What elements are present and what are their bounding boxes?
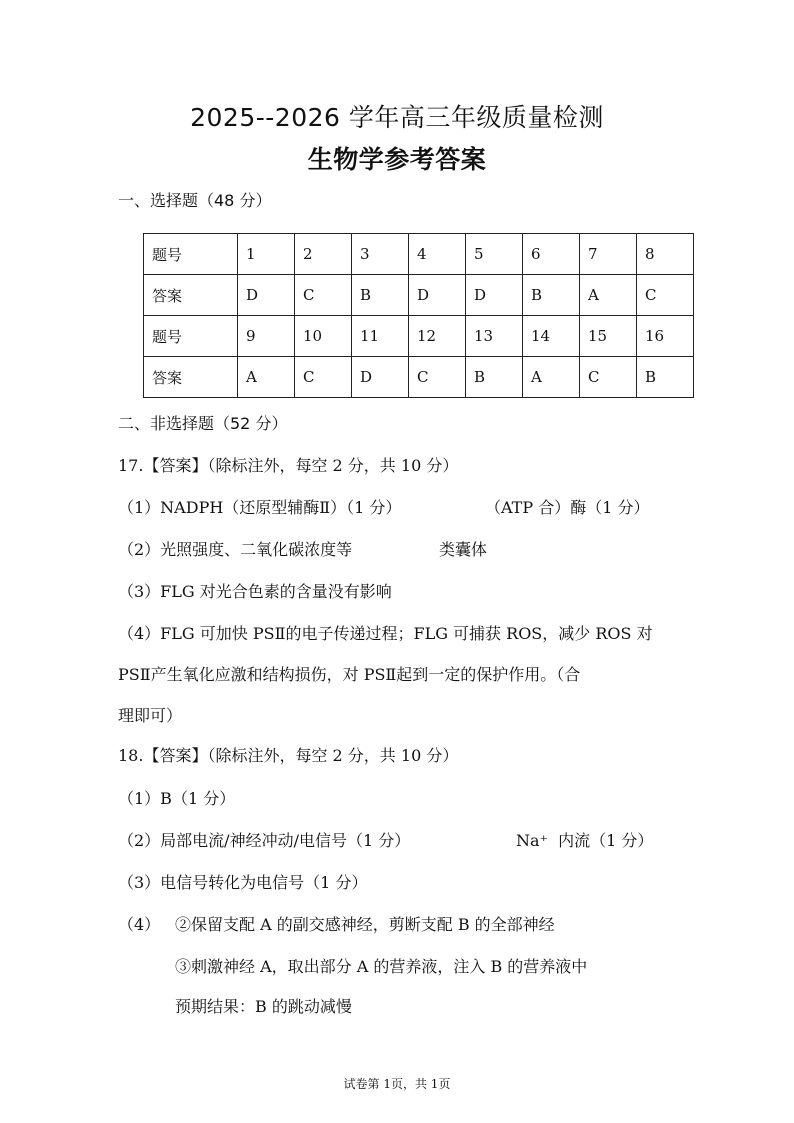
answer-table-row (144, 234, 694, 275)
answer-table-row-label: 答案 (144, 357, 238, 398)
answer-table-cell: 5 (466, 234, 523, 275)
answer-table-cell: C (637, 275, 694, 316)
answer-table-cell: D (238, 275, 295, 316)
answer-key-title: 生物学参考答案 (307, 145, 487, 174)
answer-table (143, 233, 694, 398)
answer-table-cell: 12 (409, 316, 466, 357)
answer-table-cell: 10 (295, 316, 352, 357)
section-heading-multiple-choice: 一、选择题（48 分） (118, 191, 272, 210)
q17-part2-answer-a: （2）光照强度、二氧化碳浓度等 (118, 540, 353, 559)
answer-table-cell: 6 (523, 234, 580, 275)
answer-table-cell: B (466, 357, 523, 398)
answer-table-cell: D (466, 275, 523, 316)
exam-title: 2025--2026 学年高三年级质量检测 (190, 103, 604, 132)
answer-table-row-label: 题号 (144, 234, 238, 275)
q17-part3-answer: （3）FLG 对光合色素的含量没有影响 (118, 582, 392, 601)
answer-table-cell: B (352, 275, 409, 316)
answer-table-cell: 13 (466, 316, 523, 357)
answer-table-cell: C (295, 275, 352, 316)
answer-table-cell: D (409, 275, 466, 316)
answer-table-cell: B (637, 357, 694, 398)
q18-part2-answer-b (516, 830, 653, 852)
answer-table-cell: 15 (580, 316, 637, 357)
answer-table-cell: A (238, 357, 295, 398)
answer-table-cell: 2 (295, 234, 352, 275)
section-heading-non-multiple-choice: 二、非选择题（52 分） (118, 414, 288, 433)
q18-part2-answer-a: （2）局部电流/神经冲动/电信号（1 分） (118, 831, 411, 850)
influx-label: 内流（1 分） (558, 831, 654, 850)
q17-part2-answer-b: 类囊体 (439, 540, 488, 559)
q18-part4-line2: ③刺激神经 A，取出部分 A 的营养液，注入 B 的营养液中 (175, 957, 588, 976)
q17-part4-line2: PSⅡ产生氧化应激和结构损伤，对 PSⅡ起到一定的保护作用。（合 (118, 665, 581, 684)
answer-table-cell: 1 (238, 234, 295, 275)
q17-part4-line1: （4）FLG 可加快 PSⅡ的电子传递过程；FLG 可捕获 ROS，减少 ROS 对 (118, 624, 653, 643)
answer-table-cell: 4 (409, 234, 466, 275)
q18-part1-answer: （1）B（1 分） (118, 789, 236, 808)
answer-table-cell: A (523, 357, 580, 398)
answer-table-row-label: 答案 (144, 275, 238, 316)
answer-table-cell: 3 (352, 234, 409, 275)
answer-table-cell: 11 (352, 316, 409, 357)
q18-part3-answer: （3）电信号转化为电信号（1 分） (118, 873, 368, 892)
answer-table-row (144, 275, 694, 316)
answer-table-cell: 7 (580, 234, 637, 275)
q17-part1-answer-a: （1）NADPH（还原型辅酶Ⅱ）（1 分） (118, 498, 402, 517)
answer-table-cell: 14 (523, 316, 580, 357)
answer-table-row (144, 357, 694, 398)
sodium-ion-label: Na⁺ (516, 831, 548, 850)
answer-table-cell: 9 (238, 316, 295, 357)
answer-table-cell: D (352, 357, 409, 398)
answer-table-cell: C (295, 357, 352, 398)
answer-table-cell: C (580, 357, 637, 398)
answer-table-cell: 8 (637, 234, 694, 275)
answer-table-row (144, 316, 694, 357)
q17-part1-answer-b: （ATP 合）酶（1 分） (485, 498, 650, 517)
q18-header: 18.【答案】（除标注外，每空 2 分，共 10 分） (118, 746, 459, 765)
answer-table-cell: A (580, 275, 637, 316)
q17-header: 17.【答案】（除标注外，每空 2 分，共 10 分） (118, 456, 459, 475)
page-footer: 试卷第 1页，共 1页 (343, 1077, 451, 1091)
q17-part4-line3: 理即可） (118, 706, 183, 725)
q18-part4-label: （4） (118, 915, 161, 934)
answer-table-cell: 16 (637, 316, 694, 357)
answer-table-cell: B (523, 275, 580, 316)
q18-part4-line3: 预期结果：B 的跳动减慢 (175, 997, 352, 1016)
q18-part4-line1: ②保留支配 A 的副交感神经，剪断支配 B 的全部神经 (175, 915, 555, 934)
answer-table-row-label: 题号 (144, 316, 238, 357)
answer-table-cell: C (409, 357, 466, 398)
